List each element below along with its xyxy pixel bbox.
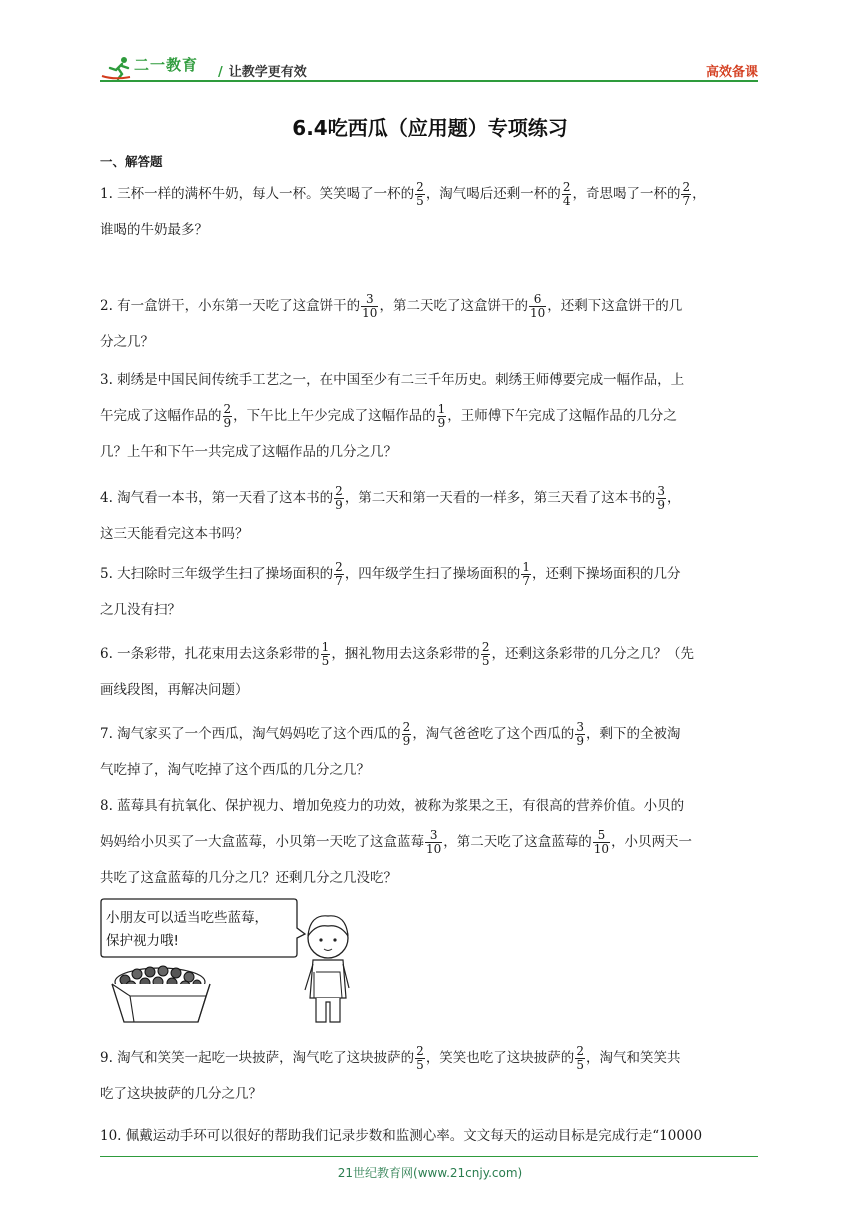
question-6: 6. 一条彩带，扎花束用去这条彩带的 $\frac{1}{5}$ ，捆礼物用去这条彩带的 $\frac{2}{5}$ ，还剩这条彩带的几分之几？（先 画线段图，再解决问题）: [100, 640, 694, 698]
question-2: 2. 有一盒饼干，小东第一天吃了这盒饼干的 $\frac{3}{10}$ ，第二天吃了这盒饼干的 $\frac{6}{10}$ ，还剩下这盒饼干的几 分之几？: [100, 292, 683, 350]
blueberry-illustration: [100, 898, 350, 1033]
question-10: 10. 佩戴运动手环可以很好的帮助我们记录步数和监测心率。文文每天的运动目标是完成行走“10000: [100, 1128, 703, 1144]
header-slogan: / 让教学更有效: [218, 65, 307, 80]
question-7: 7. 淘气家买了一个西瓜，淘气妈妈吃了这个西瓜的 $\frac{2}{9}$ ，淘气爸爸吃了这个西瓜的 $\frac{3}{9}$ ，剩下的全被淘 气吃掉了，淘气吃掉了这个西瓜的几分之几？: [100, 720, 681, 778]
fraction: $\frac{1}{9}$: [437, 402, 446, 430]
blueberry-box-icon: [112, 966, 210, 1022]
fraction: $\frac{3}{9}$: [657, 484, 665, 512]
fraction: $\frac{2}{9}$: [223, 402, 232, 430]
speech-bubble: [101, 899, 305, 957]
page-header: [100, 52, 758, 82]
fraction: $\frac{2}{4}$: [562, 180, 571, 208]
fraction: $\frac{6}{10}$: [529, 292, 546, 320]
fraction: $\frac{3}{10}$: [362, 292, 378, 320]
fraction: $\frac{2}{5}$: [481, 640, 490, 668]
question-1: 1. 三杯一样的满杯牛奶，每人一杯。笑笑喝了一杯的 $\frac{2}{5}$ ，淘气喝后还剩一杯的 $\frac{2}{4}$ ，奇思喝了一杯的 $\frac{2}{7}$ ， 谁喝的牛奶最多？: [100, 180, 706, 238]
question-3: 3. 刺绣是中国民间传统手工艺之一，在中国至少有二三千年历史。刺绣王师傅要完成一幅作品，上 午完成了这幅作品的 $\frac{2}{9}$ ，下午比上午少完成了这幅作品的 $\frac{1}{9}$ ，王师傅下午完成了这幅作品的几分之 几？上午和下午一共完成了这幅作品的几分之几？: [100, 372, 685, 460]
question-4: 4. 淘气看一本书，第一天看了这本书的 $\frac{2}{9}$ ，第二天和第一天看的一样多，第三天看了这本书的 $\frac{3}{9}$ ， 这三天能看完这本书吗？: [100, 484, 681, 542]
fraction: $\frac{2}{5}$: [576, 1044, 584, 1072]
footer-divider: [100, 1156, 758, 1157]
speech-line-2: 保护视力哦!: [106, 933, 179, 949]
fraction: $\frac{2}{5}$: [416, 1044, 424, 1072]
fraction: $\frac{2}{9}$: [402, 720, 411, 748]
fraction: $\frac{2}{7}$: [682, 180, 691, 208]
fraction: $\frac{1}{5}$: [321, 640, 330, 668]
question-9: 9. 淘气和笑笑一起吃一块披萨，淘气吃了这块披萨的 $\frac{2}{5}$ ，笑笑也吃了这块披萨的 $\frac{2}{5}$ ，淘气和笑笑共 吃了这块披萨的几分之几？: [100, 1044, 681, 1102]
fraction: $\frac{2}{5}$: [416, 180, 424, 208]
fraction: $\frac{2}{9}$: [335, 484, 343, 512]
fraction: $\frac{5}{10}$: [593, 828, 610, 856]
fraction: $\frac{3}{9}$: [576, 720, 584, 748]
header-divider: [100, 80, 758, 82]
speech-line-1: 小朋友可以适当吃些蓝莓，: [106, 910, 268, 926]
fraction: $\frac{2}{7}$: [335, 560, 343, 588]
fraction: $\frac{3}{10}$: [426, 828, 442, 856]
header-brand-label: 高效备课: [705, 65, 758, 80]
boy-icon: [305, 916, 349, 1022]
page-footer: 21世纪教育网(www.21cnjy.com): [337, 1166, 523, 1180]
fraction: $\frac{1}{7}$: [522, 560, 530, 588]
page-title: 6.4吃西瓜（应用题）专项练习: [292, 116, 568, 140]
logo-text: 二一教育: [134, 56, 199, 74]
section-heading: 一、解答题: [100, 154, 163, 169]
question-8: 8. 蓝莓具有抗氧化、保护视力、增加免疫力的功效，被称为浆果之王，有很高的营养价值。小贝的 妈妈给小贝买了一大盒蓝莓，小贝第一天吃了这盒蓝莓 $\frac{3}{10}$ ，第二天吃了这盒蓝莓的 $\frac{5}{10}$ ，小贝两天一 共吃了这盒蓝莓的几分之几？还剩几分之几没吃？: [100, 798, 693, 886]
question-5: 5. 大扫除时三年级学生扫了操场面积的 $\frac{2}{7}$ ，四年级学生扫了操场面积的 $\frac{1}{7}$ ，还剩下操场面积的几分 之几没有扫？: [100, 560, 681, 618]
